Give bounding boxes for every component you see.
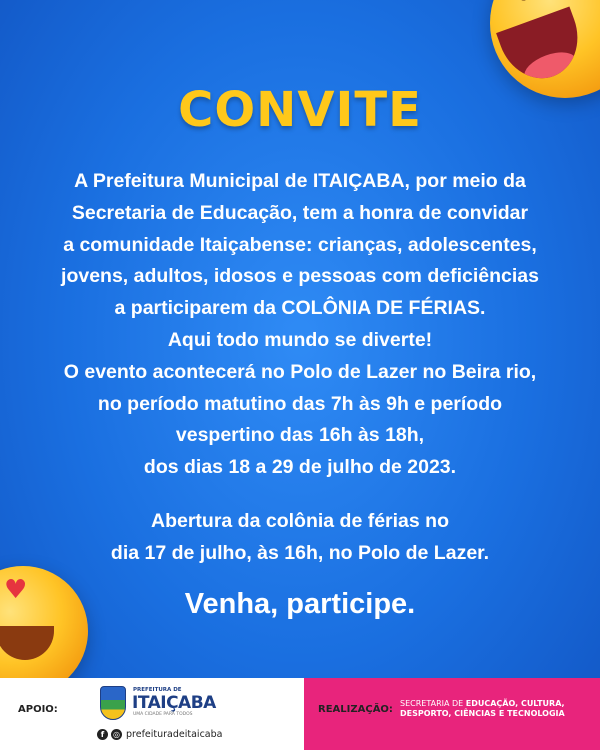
opening-line: dia 17 de julho, às 16h, no Polo de Lazer. bbox=[110, 541, 490, 564]
realizacao-label: REALIZAÇÃO: bbox=[318, 704, 393, 715]
invitation-body bbox=[20, 166, 580, 484]
social-icons bbox=[97, 729, 122, 740]
footer-support bbox=[0, 678, 304, 750]
footer bbox=[0, 678, 600, 750]
org-prefix: PREFEITURA DE bbox=[133, 687, 182, 693]
secretaria-prefix: SECRETARIA DE bbox=[400, 699, 466, 708]
page-title: CONVITE bbox=[178, 82, 422, 138]
opening-line: Abertura da colônia de férias no bbox=[151, 510, 449, 532]
body-line: Aqui todo mundo se diverte! bbox=[167, 328, 433, 351]
heart-eyes-emoji-icon: ♥ bbox=[0, 566, 88, 678]
footer-organizer bbox=[304, 678, 600, 750]
org-name: ITAIÇABA bbox=[132, 693, 216, 713]
body-line: a participarem da COLÔNIA DE FÉRIAS. bbox=[114, 297, 486, 320]
call-to-action: Venha, participe. bbox=[184, 588, 416, 620]
apoio-label: APOIO: bbox=[18, 704, 58, 715]
body-line: vespertino das 16h às 18h, bbox=[175, 424, 425, 447]
body-line: jovens, adultos, idosos e pessoas com deficiências bbox=[61, 265, 539, 288]
instagram-icon[interactable]: ◎ bbox=[111, 729, 122, 740]
org-tagline: UMA CIDADE PARA TODOS bbox=[133, 712, 193, 717]
secretaria-bold-1: EDUCAÇÃO, CULTURA, bbox=[465, 699, 565, 708]
body-line: dos dias 18 a 29 de julho de 2023. bbox=[143, 456, 457, 479]
body-line: no período matutino das 7h às 9h e período bbox=[97, 392, 503, 415]
social-handle: prefeituradeitaicaba bbox=[126, 729, 223, 740]
body-line: O evento acontecerá no Polo de Lazer no Beira rio, bbox=[63, 360, 537, 383]
body-line: a comunidade Itaiçabense: crianças, adolescentes, bbox=[63, 233, 537, 256]
opening-info bbox=[20, 506, 580, 570]
secretaria-name bbox=[400, 699, 596, 719]
city-crest-icon bbox=[100, 686, 126, 720]
facebook-icon[interactable]: f bbox=[97, 729, 108, 740]
secretaria-bold-2: DESPORTO, CIÊNCIAS E TECNOLOGIA bbox=[400, 709, 565, 718]
body-line: A Prefeitura Municipal de ITAIÇABA, por meio da bbox=[74, 170, 526, 192]
body-line: Secretaria de Educação, tem a honra de convidar bbox=[71, 201, 529, 224]
